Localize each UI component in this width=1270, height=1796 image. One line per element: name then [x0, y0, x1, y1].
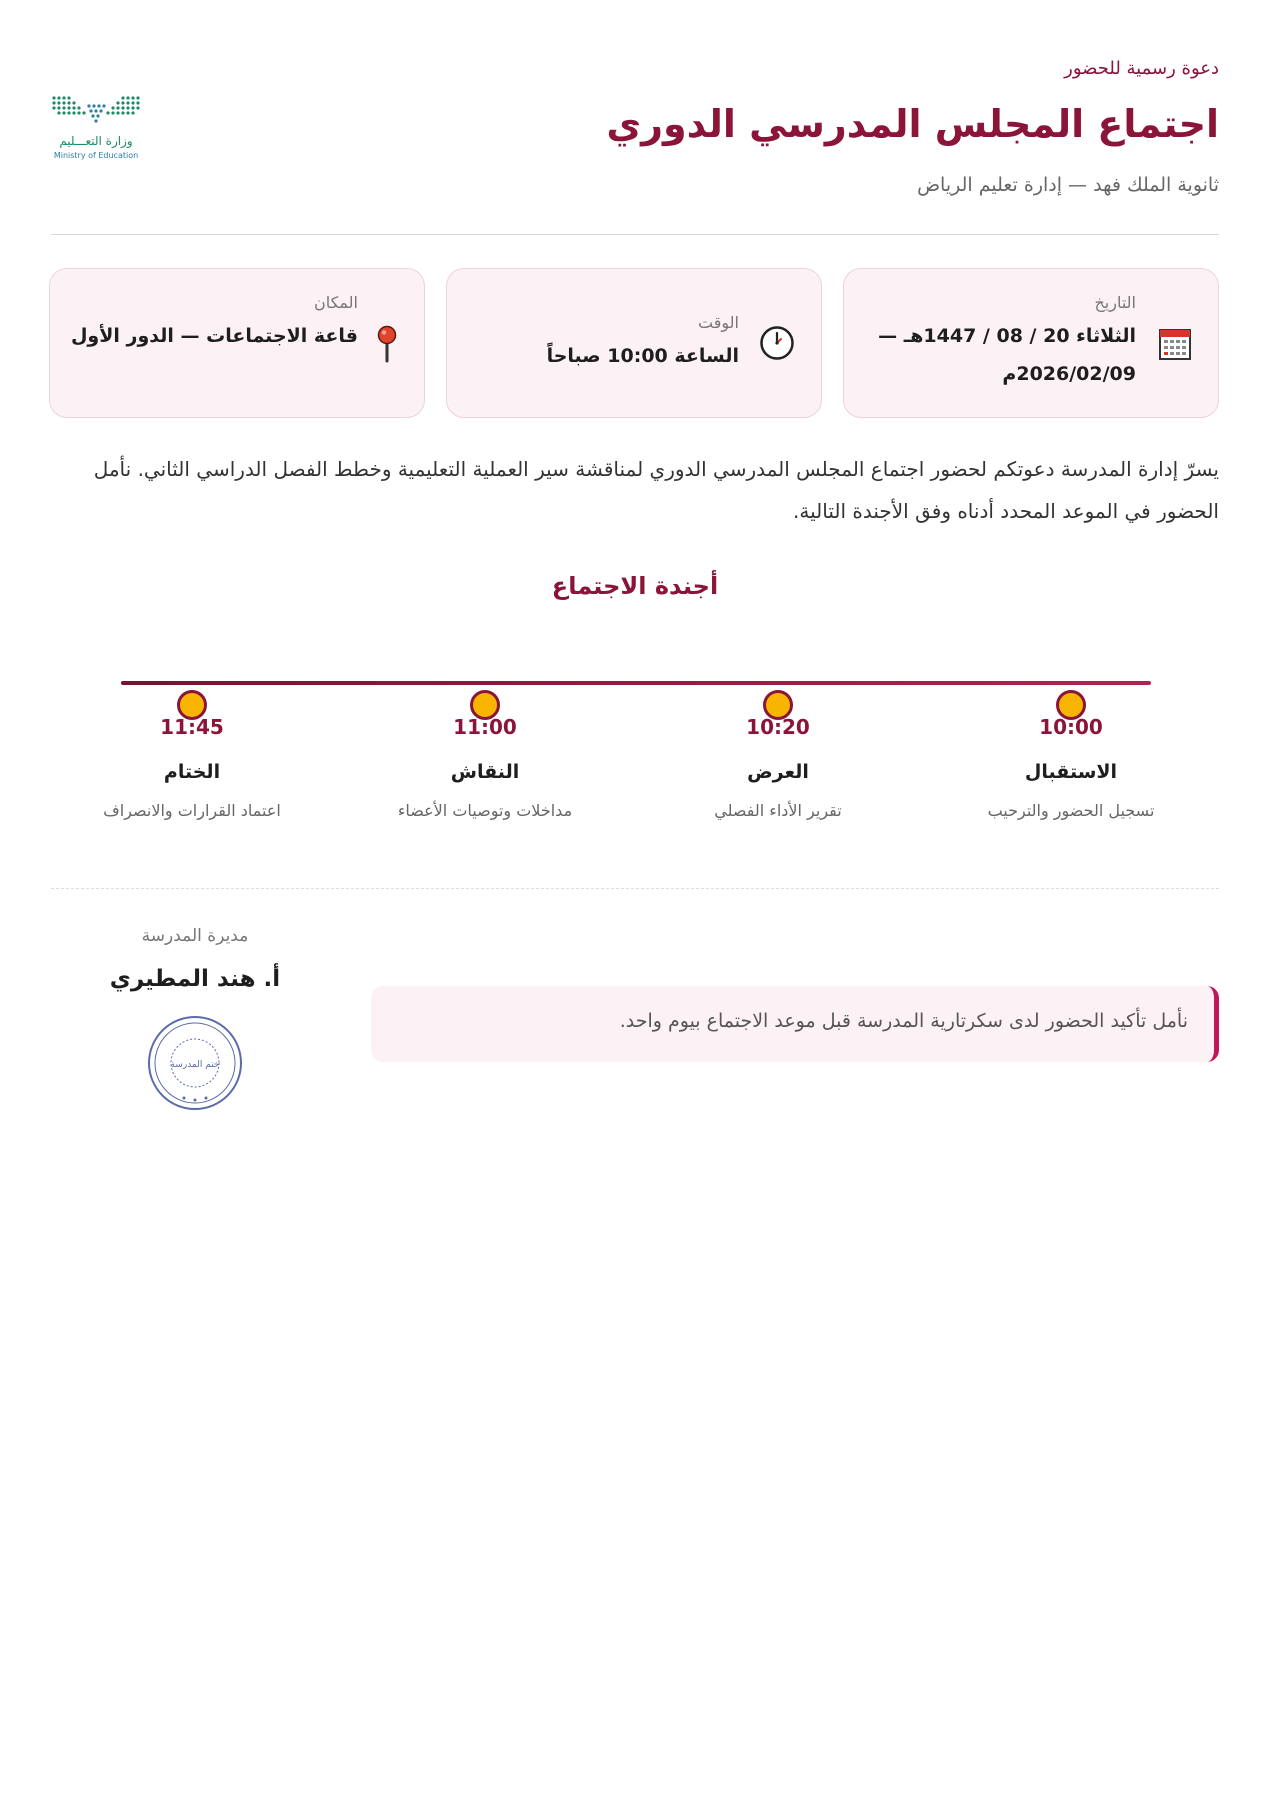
agenda-item-closing: [82, 690, 302, 820]
map-pin-icon: [376, 325, 398, 365]
place-label: المكان: [313, 293, 358, 312]
agenda-item-name: الاستقبال: [1024, 761, 1118, 783]
agenda-item-desc: اعتماد القرارات والانصراف: [103, 801, 281, 820]
ministry-logo-english: Ministry of Education: [53, 151, 139, 160]
clock-icon: [759, 325, 795, 361]
place-value: قاعة الاجتماعات — الدور الأول: [70, 325, 358, 347]
ministry-logo-arabic: وزارة التعـــليم: [59, 134, 133, 148]
page-subtitle: ثانوية الملك فهد — إدارة تعليم الرياض: [917, 174, 1219, 196]
agenda-timeline-line: [121, 681, 1151, 685]
agenda-title: أجندة الاجتماع: [551, 572, 719, 600]
rsvp-note: [371, 986, 1219, 1062]
agenda-item-time: 11:00: [453, 715, 517, 739]
school-stamp: [146, 1014, 244, 1112]
agenda-item-time: 10:20: [746, 715, 810, 739]
agenda-item-desc: تسجيل الحضور والترحيب: [987, 801, 1155, 820]
agenda-item-name: الختام: [163, 761, 221, 783]
agenda-item-discussion: [375, 690, 595, 820]
agenda-item-name: النقاش: [450, 761, 520, 783]
agenda-item-reception: [961, 690, 1181, 820]
calendar-icon: [1158, 327, 1192, 361]
agenda-item-time: 10:00: [1039, 715, 1103, 739]
signatory-role: مديرة المدرسة: [141, 926, 249, 946]
signatory-name: أ. هند المطيري: [109, 966, 281, 992]
time-card: [446, 268, 822, 418]
place-card: [49, 268, 425, 418]
date-card: [843, 268, 1219, 418]
agenda-item-time: 11:45: [160, 715, 224, 739]
page-title: اجتماع المجلس المدرسي الدوري: [606, 102, 1219, 146]
time-value: الساعة 10:00 صباحاً: [546, 345, 739, 367]
date-label: التاريخ: [1094, 293, 1136, 312]
rsvp-note-text: نأمل تأكيد الحضور لدى سكرتارية المدرسة قبل موعد الاجتماع بيوم واحد.: [619, 1010, 1188, 1032]
agenda-item-desc: تقرير الأداء الفصلي: [714, 801, 842, 820]
stamp-text: ختم المدرسة: [170, 1060, 220, 1070]
invitation-eyebrow: دعوة رسمية للحضور: [1064, 58, 1219, 79]
date-hijri: الثلاثاء 20 / 08 / 1447هـ —: [878, 325, 1136, 347]
agenda-item-name: العرض: [747, 761, 809, 783]
time-label: الوقت: [698, 313, 739, 332]
section-divider: [51, 888, 1219, 889]
agenda-item-presentation: [668, 690, 888, 820]
intro-paragraph: يسرّ إدارة المدرسة دعوتكم لحضور اجتماع المجلس المدرسي الدوري لمناقشة سير العملية التعليمية وخطط الفصل الدراسي الثاني. نأمل الحضور في الموعد المحدد أدناه وفق الأجندة التالية.: [93, 457, 1219, 523]
date-gregorian: 2026/02/09م: [1002, 363, 1136, 385]
agenda-item-desc: مداخلات وتوصيات الأعضاء: [397, 801, 573, 820]
header-divider: [51, 234, 1219, 235]
